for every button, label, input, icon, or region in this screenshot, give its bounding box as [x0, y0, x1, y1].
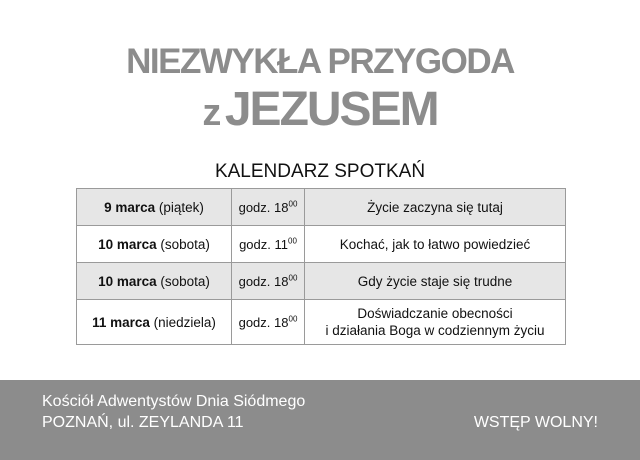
- event-date: 11 marca: [92, 314, 150, 330]
- time-hour: 18: [274, 314, 289, 330]
- date-cell: [77, 189, 232, 226]
- event-date: 10 marca: [98, 236, 157, 252]
- time-prefix: godz.: [238, 314, 271, 330]
- event-day: (sobota): [160, 273, 210, 289]
- topic-cell: [305, 226, 566, 263]
- date-cell: [77, 226, 232, 263]
- topic-cell: [305, 300, 566, 345]
- time-prefix: godz.: [238, 199, 271, 215]
- time-cell: [232, 263, 305, 300]
- topic-cell: [305, 263, 566, 300]
- title-line-1: NIEZWYKŁA PRZYGODA: [126, 42, 514, 81]
- event-topic: Gdy życie staje się trudne: [357, 273, 513, 289]
- free-entry-note: WSTĘP WOLNY!: [473, 414, 598, 431]
- schedule-table: [76, 188, 566, 345]
- event-date: 10 marca: [98, 273, 157, 289]
- title-line-2-main: JEZUSEM: [224, 83, 438, 136]
- time-cell: [232, 189, 305, 226]
- time-hour: 18: [274, 273, 289, 289]
- event-topic: Życie zaczyna się tutaj: [367, 199, 503, 215]
- title-line-2: [0, 80, 640, 151]
- event-topic-line-1: Doświadczanie obecności: [357, 306, 513, 321]
- time-prefix: godz.: [239, 236, 271, 252]
- schedule-row: [77, 189, 566, 226]
- schedule-row: [77, 300, 566, 345]
- time-hour: 18: [274, 199, 289, 215]
- event-topic: Kochać, jak to łatwo powiedzieć: [339, 236, 531, 252]
- schedule-heading: KALENDARZ SPOTKAŃ: [214, 161, 426, 182]
- time-cell: [232, 226, 305, 263]
- time-prefix: godz.: [238, 273, 271, 289]
- time-minute: 00: [288, 273, 298, 283]
- date-cell: [77, 300, 232, 345]
- church-address: POZNAŃ, ul. ZEYLANDA 11: [42, 414, 244, 431]
- event-date: 9 marca: [104, 199, 156, 215]
- event-day: (piątek): [158, 199, 204, 215]
- time-hour: 11: [274, 236, 289, 252]
- church-name: Kościół Adwentystów Dnia Siódmego: [42, 393, 306, 410]
- footer-bar: [0, 380, 640, 460]
- event-day: (sobota): [160, 236, 210, 252]
- schedule-row: [77, 263, 566, 300]
- event-topic-line-2: i działania Boga w codziennym życiu: [325, 323, 545, 338]
- time-minute: 00: [288, 199, 298, 209]
- schedule-row: [77, 226, 566, 263]
- date-cell: [77, 263, 232, 300]
- time-minute: 00: [288, 314, 298, 324]
- topic-cell: [305, 189, 566, 226]
- time-cell: [232, 300, 305, 345]
- time-minute: 00: [288, 236, 297, 246]
- title-line-2-prefix: z: [202, 92, 221, 134]
- event-day: (niedziela): [153, 314, 216, 330]
